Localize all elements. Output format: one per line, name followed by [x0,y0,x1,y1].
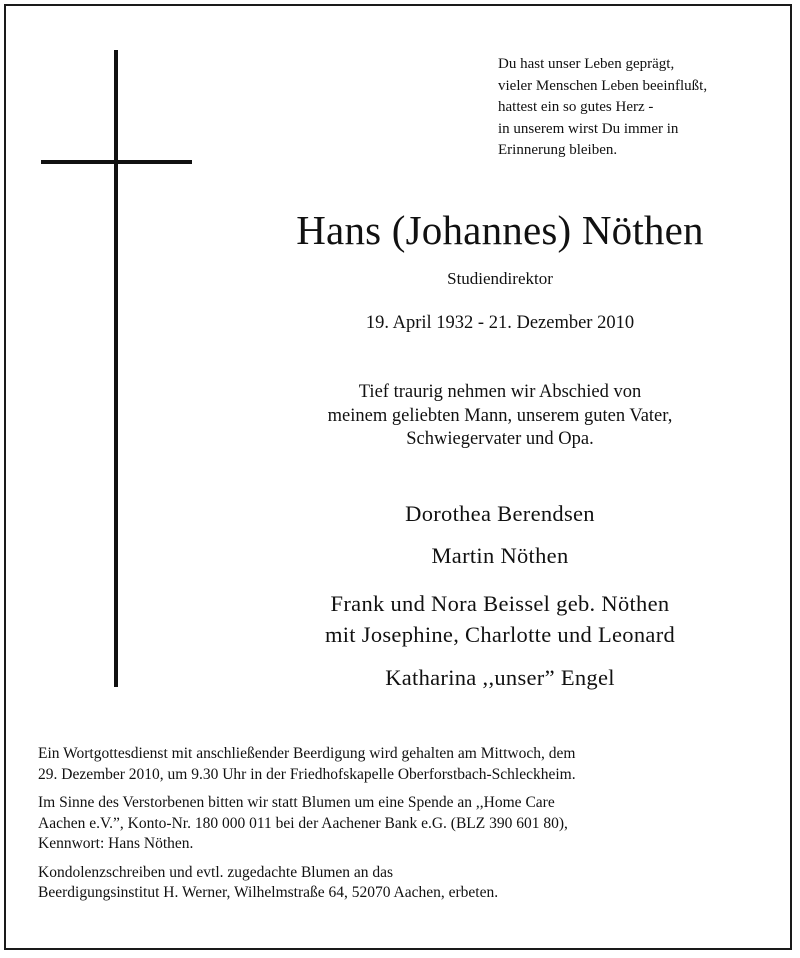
poem-line: hattest ein so gutes Herz - [498,99,654,115]
note-line: Kondolenzschreiben und evtl. zugedachte Blumen an das [38,863,394,881]
poem-line: Du hast unser Leben geprägt, [498,56,675,72]
mourning-text [200,381,800,452]
poem-line: Erinnerung bleiben. [498,142,618,158]
notes [38,744,778,912]
condolences-paragraph [38,863,778,904]
life-dates: 19. April 1932 - 21. Dezember 2010 [365,313,635,333]
service-paragraph [38,744,778,785]
note-line: Aachen e.V.”, Konto-Nr. 180 000 011 bei der Aachener Bank e.G. (BLZ 390 601 80), [38,814,568,832]
deceased-name: Hans (Johannes) Nöthen [296,207,704,253]
note-line: Ein Wortgottesdienst mit anschließender Beerdigung wird gehalten am Mittwoch, dem [38,745,576,762]
note-line: 29. Dezember 2010, um 9.30 Uhr in der Friedhofskapelle Oberforstbach-Schleckheim. [38,765,576,783]
mourner-5: Katharina ,,unser” Engel [385,665,615,690]
donation-paragraph [38,793,778,855]
mourner-1: Dorothea Berendsen [405,501,595,526]
cross-horizontal-bar [41,160,192,164]
poem [498,54,788,162]
poem-line: in unserem wirst Du immer in [498,120,679,137]
note-line: Kennwort: Hans Nöthen. [38,835,194,852]
mourning-line: meinem geliebten Mann, unserem guten Vater, [327,405,673,426]
mourner-2: Martin Nöthen [431,543,569,568]
mourner-family [200,588,800,650]
poem-line: vieler Menschen Leben beeinflußt, [498,77,708,94]
mourner-4: mit Josephine, Charlotte und Leonard [324,622,676,647]
note-line: Im Sinne des Verstorbenen bitten wir statt Blumen um eine Spende an ,,Home Care [38,794,555,811]
mourning-line: Tief traurig nehmen wir Abschied von [358,382,642,402]
note-line: Beerdigungsinstitut H. Werner, Wilhelmstraße 64, 52070 Aachen, erbeten. [38,884,499,901]
deceased-title: Studiendirektor [447,269,553,288]
cross-vertical-bar [114,50,118,687]
mourner-3: Frank und Nora Beissel geb. Nöthen [330,591,670,616]
mourning-line: Schwiegervater und Opa. [406,429,594,449]
